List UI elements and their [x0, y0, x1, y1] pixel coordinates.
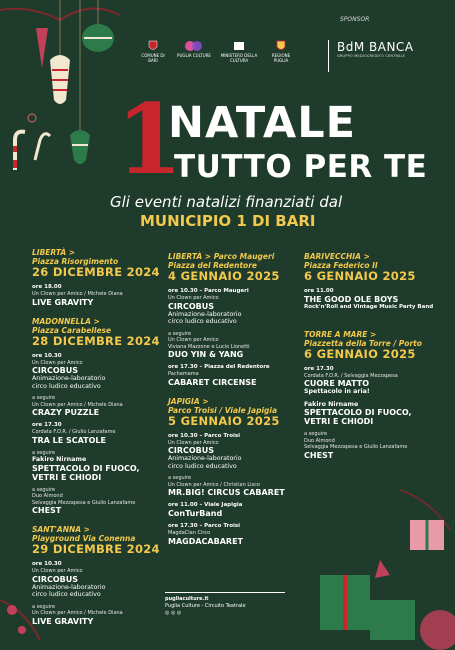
event-show: LIVE GRAVITY: [32, 297, 94, 307]
title-number: 1: [116, 83, 183, 196]
sponsor-name: BdM BANCA: [337, 40, 414, 54]
column-2: [168, 252, 293, 546]
event-note: a seguire: [32, 603, 56, 610]
event-performer: Fakiro Nirname: [32, 456, 87, 463]
event-show: TRA LE SCATOLE: [32, 435, 106, 445]
event-block: [32, 525, 162, 626]
event-show: CIRCOBUS: [168, 301, 215, 311]
event-time: ore 17.30: [32, 422, 62, 428]
institution-logos: [138, 40, 298, 68]
event-performer: Duo Almond: [304, 437, 335, 444]
subtitle-line-2: MUNICIPIO 1 DI BARI: [140, 212, 316, 230]
event-show: THE GOOD OLE BOYS: [304, 295, 399, 304]
logo-regione-puglia: [264, 40, 298, 63]
event-block: [304, 330, 444, 460]
event-date: 4 GENNAIO 2025: [168, 269, 280, 283]
logo-comune-bari: [138, 40, 168, 63]
event-date: 6 GENNAIO 2025: [304, 346, 416, 361]
event-place: Piazza Federico II: [304, 261, 378, 270]
social-icons[interactable]: ◎ ◎ ◎: [165, 610, 182, 616]
event-performer: Pachamama: [168, 371, 199, 377]
event-show-desc: Animazione-laboratorio: [32, 583, 106, 591]
event-show: CHEST: [304, 450, 334, 460]
event-block: [168, 397, 293, 546]
event-show-desc: Animazione-laboratorio: [168, 455, 242, 462]
event-time: ore 10.30 – Parco Maugeri: [168, 288, 249, 294]
logo-ministero: [218, 40, 260, 63]
event-performer: Un Clown per Amico / Michele Diana: [32, 401, 123, 408]
event-performer: Viviana Mazzone e Lucio Lionetti: [168, 343, 250, 350]
event-block: [168, 252, 293, 387]
event-note: a seguire: [32, 395, 56, 401]
event-show: CHEST: [32, 506, 62, 515]
title-line-2: TUTTO PER TE: [174, 149, 428, 185]
event-note: a seguire: [168, 330, 192, 337]
event-show-desc: Animazione-laboratorio: [168, 310, 242, 318]
event-show: SPETTACOLO DI FUOCO,: [32, 463, 140, 473]
event-date: 26 DICEMBRE 2024: [32, 265, 160, 279]
event-show: SPETTACOLO DI FUOCO,: [304, 408, 412, 417]
title-line-1: NATALE: [168, 98, 356, 148]
logo-text: REGIONE PUGLIA: [271, 53, 291, 63]
event-note: a seguire: [304, 431, 328, 437]
footer-line: Puglia Culture - Circuito Teatrale: [165, 603, 246, 609]
sponsor-label: SPONSOR: [340, 16, 370, 23]
event-date: 28 DICEMBRE 2024: [32, 333, 160, 348]
event-time: ore 17.30 – Parco Troisi: [168, 523, 241, 529]
sponsor-logo: [328, 40, 442, 72]
region-shield-icon: [276, 40, 286, 52]
event-show: CABARET CIRCENSE: [168, 377, 257, 387]
event-place: Parco Troisi / Viale Japigia: [168, 405, 278, 415]
sponsor-sub: GRUPPO MEDIOCREDITO CENTRALE: [337, 54, 406, 58]
event-place: TORRE A MARE >: [304, 329, 377, 339]
column-3: [304, 252, 444, 460]
event-place: JAPIGIA >: [168, 396, 209, 406]
event-show-desc: circo ludico educativo: [168, 318, 237, 325]
event-note: a seguire: [168, 475, 192, 481]
event-time: ore 10.30: [32, 352, 62, 359]
event-show-desc: Spettacolo in aria!: [304, 388, 370, 395]
event-show: CUORE MATTO: [304, 379, 370, 388]
event-performer: Duo Almond: [32, 493, 63, 499]
event-place: Piazza del Redentore: [168, 261, 257, 270]
event-performer: Un Clown per Amico: [32, 568, 83, 574]
event-place: LIBERTÀ >: [32, 248, 76, 257]
event-place: Piazza Risorgimento: [32, 257, 119, 266]
event-show: MAGDACABARET: [168, 536, 243, 546]
event-performer: Selvaggia Mezzapesa e Giulio Lanzafame: [32, 499, 136, 506]
event-place: Piazzetta della Torre / Porto: [304, 338, 422, 348]
event-show: MR.BIG! CIRCUS CABARET: [168, 488, 285, 497]
event-time: ore 10.30 – Parco Troisi: [168, 432, 241, 439]
event-performer: MagdaClan Circo: [168, 530, 211, 536]
event-time: ore 17.30: [304, 365, 334, 372]
event-show-desc: circo ludico educativo: [32, 591, 101, 598]
event-performer: Un Clown per Amico: [32, 359, 83, 366]
event-time: ore 11.00 – Viale Japigia: [168, 502, 243, 508]
event-note: a seguire: [32, 486, 56, 493]
event-performer: Un Clown per Amico / Christian Lisco: [168, 481, 260, 488]
event-show: CIRCOBUS: [168, 446, 215, 455]
event-performer: Un Clown per Amico / Michele Diana: [32, 610, 123, 616]
event-place: LIBERTÀ > Parco Maugeri: [168, 252, 275, 261]
event-place: Playground Via Conenna: [32, 534, 136, 543]
coat-of-arms-icon: [148, 40, 158, 52]
event-performer: Cordata F.O.R. / Giulio Lanzafame: [32, 429, 116, 435]
logo-text: PUGLIA CULTURE: [177, 53, 211, 58]
event-show: CIRCOBUS: [32, 574, 79, 584]
event-show: LIVE GRAVITY: [32, 616, 94, 626]
event-time: ore 11.00: [304, 288, 334, 294]
event-performer: Fakiro Nirname: [304, 400, 359, 408]
logo-text: COMUNE DI BARI: [141, 53, 165, 63]
event-show-desc: circo ludico educativo: [168, 462, 237, 470]
column-1: [32, 248, 162, 626]
event-place: Piazza Carabellese: [32, 325, 112, 335]
event-show-desc: Animazione-laboratorio: [32, 375, 106, 382]
event-performer: Un Clown per Amico / Michele Diana: [32, 291, 123, 297]
event-performer: Cordata F.O.R. / Selvaggia Mezzapesa: [304, 372, 398, 379]
puglia-culture-icon: [185, 40, 203, 52]
footer-url[interactable]: pugliaculture.it: [165, 596, 209, 602]
footer: [165, 592, 285, 617]
event-performer: Un Clown per Amico: [168, 337, 219, 343]
event-place: BARIVECCHIA >: [304, 252, 370, 261]
event-show: DUO YIN & YANG: [168, 350, 244, 359]
event-show: VETRI E CHIODI: [32, 472, 102, 482]
event-show-desc: circo ludico educativo: [32, 382, 101, 390]
event-block: [32, 248, 162, 307]
event-date: 29 DICEMBRE 2024: [32, 542, 160, 556]
subtitle-line-1: Gli eventi natalizi finanziati dal: [110, 193, 343, 211]
event-show: ConTurBand: [168, 509, 223, 518]
event-performer: Selvaggia Mezzapesa e Giulio Lanzafame: [304, 444, 408, 450]
ministry-icon: [233, 40, 245, 52]
event-show-desc: Rock'n'Roll and Vintage Music Party Band: [304, 304, 434, 310]
gifts-decoration: [290, 480, 455, 650]
event-performer: Un Clown per Amico: [168, 439, 219, 446]
event-performer: Un Clown per Amico: [168, 295, 219, 301]
event-block: [304, 252, 444, 312]
event-block: [32, 317, 162, 516]
event-show: CRAZY PUZZLE: [32, 408, 100, 417]
event-show: VETRI E CHIODI: [304, 417, 374, 426]
event-time: ore 10.30: [32, 561, 62, 567]
logo-text: MINISTERO DELLA CULTURA: [220, 53, 258, 63]
logo-puglia-culture: [174, 40, 214, 58]
event-show: CIRCOBUS: [32, 366, 79, 375]
event-date: 5 GENNAIO 2025: [168, 413, 280, 428]
event-time: ore 17.30 – Piazza del Redentore: [168, 364, 270, 370]
event-place: SANT'ANNA >: [32, 525, 90, 534]
event-place: MADONNELLA >: [32, 316, 100, 326]
event-note: a seguire: [32, 449, 56, 456]
event-time: ore 18.00: [32, 284, 62, 290]
ornaments-decoration: [0, 0, 120, 190]
event-date: 6 GENNAIO 2025: [304, 269, 416, 283]
